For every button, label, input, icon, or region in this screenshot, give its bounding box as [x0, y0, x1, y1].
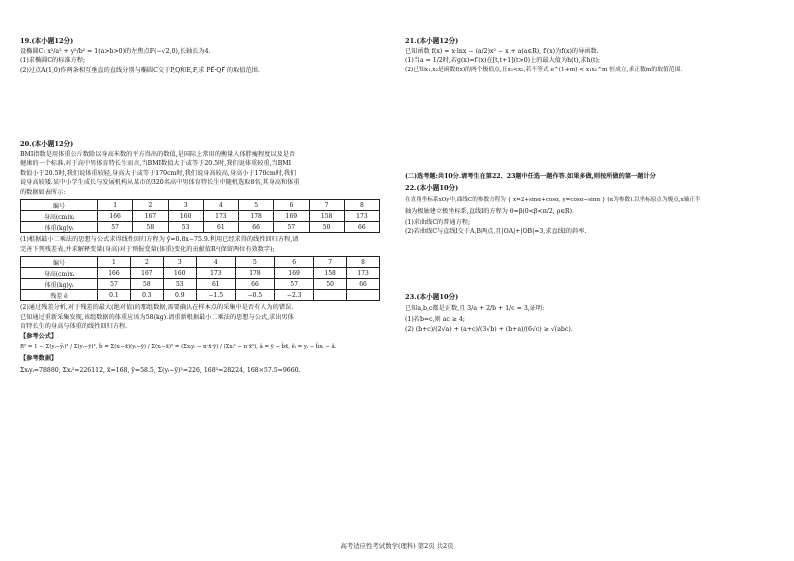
table-cell: 6 — [274, 200, 309, 211]
question-20-title: 20.(本小题12分) — [20, 140, 74, 148]
page-footer: 高考适应性考试数学(理科) 第2页 共2页 — [340, 542, 454, 550]
table-cell: 编号 — [21, 200, 98, 211]
table-cell: 167 — [130, 268, 163, 279]
table-cell: 160 — [163, 268, 196, 279]
question-22 — [405, 184, 775, 237]
table-cell: 57 — [274, 222, 309, 233]
question-20-line: 的数据如表所示: — [20, 188, 66, 196]
table-cell: 残差 ê — [21, 290, 98, 301]
question-23-line: 已知a,b,c都是正数,且 3/a + 2/b + 1/c = 3,证明: — [405, 304, 545, 312]
table-cell: 66 — [347, 279, 380, 290]
table-cell: 160 — [168, 211, 203, 222]
table-cell: 178 — [239, 211, 274, 222]
table-cell: 0.3 — [130, 290, 163, 301]
table-cell: 166 — [98, 268, 131, 279]
question-22-line: 轴为极轴建立极坐标系,直线l的方程为 θ=β(0<β<π/2, ρ∈R). — [405, 207, 574, 215]
table-cell: 57 — [98, 279, 131, 290]
table-cell: 173 — [196, 268, 235, 279]
table-row — [21, 279, 380, 290]
table-cell: 4 — [203, 200, 238, 211]
table-cell: 57 — [275, 279, 314, 290]
data-table-1 — [20, 199, 380, 233]
question-21 — [405, 37, 775, 75]
table-cell: 53 — [163, 279, 196, 290]
question-21-line: 已知函数 f(x) = x·lnx − (a/2)x² − x + a(a∈R), f′(x)为f(x)的导函数. — [405, 47, 599, 55]
reference-data-title: 【参考数据】 — [20, 355, 58, 362]
reference-formula: R² = 1 − Σ(yᵢ−ŷᵢ)² / Σ(yᵢ−ȳ)², b̂ = Σ(xᵢ−x̄)(yᵢ−ȳ) / Σ(xᵢ−x̄)² = (Σxᵢyᵢ − n·x̄·ȳ) / (Σxᵢ² − n·x̄²), â = ȳ − b̂x̄, êᵢ = yᵢ − b̂xᵢ − â. — [20, 344, 337, 350]
table-cell: 50 — [309, 222, 344, 233]
table-row — [21, 222, 380, 233]
table-row — [21, 268, 380, 279]
table-row — [21, 290, 380, 301]
table-cell: 7 — [309, 200, 344, 211]
elective-section — [405, 172, 775, 182]
question-20-line: BMI指数是用体重公斤数除以身高米数的平方得出的数值,是国际上常用的衡量人体胖瘦程度以及是否 — [20, 150, 296, 158]
table-cell: 1 — [98, 257, 131, 268]
question-22-line: 在直角坐标系xOy中,曲线C的参数方程为 { x=2+sinα+cosα, y=cosα−sinα } (α为参数).以坐标原点为极点,x轴正半 — [405, 196, 701, 203]
question-20-line: 说身高较矮.某中小学生成长与发展机构从某市的320名高中男体育特长生中随机选取8名,其身高和体重 — [20, 179, 300, 186]
table-cell: 8 — [347, 257, 380, 268]
table-cell: 3 — [163, 257, 196, 268]
table-cell: 66 — [235, 279, 274, 290]
question-20-line: 健康的一个标准.对于高中男体育特长生而言,当BMI数值大于或等于20.5时,我们说体重较重,当BMI — [20, 160, 292, 167]
table-cell: 0.9 — [163, 290, 196, 301]
question-23-line: (1)若b=c,则 ac ≥ 4; — [405, 315, 465, 323]
question-19-line: 设椭圆C: x²/a² + y²/b² = 1(a>b>0)的左焦点F(−√2,0),长轴长为4. — [20, 47, 211, 55]
table-cell: −2.3 — [275, 290, 314, 301]
table-row — [21, 200, 380, 211]
table-row — [21, 211, 380, 222]
question-23 — [405, 293, 775, 336]
table-cell: 58 — [130, 279, 163, 290]
table-cell: 5 — [239, 200, 274, 211]
question-19-title: 19.(本小题12分) — [20, 37, 74, 45]
question-20-part1: 完善下列残差表,并求解释变量(身高)对于预报变量(体重)变化的贡献值R²(保留两位有效数字); — [20, 245, 275, 253]
table-cell: 173 — [203, 211, 238, 222]
elective-section-title: (二)选考题:共10分.请考生在第22、23题中任选一题作答.如果多做,则按所做的第一题计分 — [405, 173, 656, 180]
question-21-line: (1)当a = 1/2时,若g(x)=f′(x)在[t,t+1](t>0)上的最大值为h(t),求h(t); — [405, 57, 601, 64]
question-19-line: (2)过点A(1,0)作两条相互垂直的直线分别与椭圆C交于P,Q和E,F,求 PE⃗·QF⃗ 的取值范围. — [20, 66, 260, 74]
question-23-title: 23.(本小题10分) — [405, 293, 459, 301]
table-cell: 体重(kg)yᵢ — [21, 222, 98, 233]
table-cell: 2 — [133, 200, 168, 211]
table-cell: 6 — [275, 257, 314, 268]
table-cell: 178 — [235, 268, 274, 279]
table-cell: 158 — [309, 211, 344, 222]
question-22-title: 22.(本小题10分) — [405, 184, 459, 192]
table-cell: 169 — [274, 211, 309, 222]
table-cell: 体重(kg)yᵢ — [21, 279, 98, 290]
table-cell: 50 — [314, 279, 347, 290]
question-22-line: (2)若曲线C与直线l交于A,B两点,且|OA|+|OB|=3,求直线l的斜率. — [405, 228, 587, 235]
table-cell: 166 — [98, 211, 133, 222]
question-20 — [20, 140, 390, 377]
table-cell: 158 — [314, 268, 347, 279]
question-19-line: (1)求椭圆C的标准方程; — [20, 57, 86, 64]
question-23-line: (2) (b+c)/(2√a) + (a+c)/(3√b) + (b+a)/(6√c) ≥ √(abc). — [405, 326, 573, 333]
table-cell: 57 — [98, 222, 133, 233]
question-20-part2: 已知通过重新采集发现,该组数据的体重应该为58(kg).请重新根据最小二乘法的思想与公式,求出男体 — [20, 313, 294, 321]
question-20-part1: (1)根据最小二乘法的思想与公式求得线性回归方程为 ŷ=0.8x−75.9.利用已经求得的线性回归方程,请 — [20, 236, 299, 243]
reference-formula-title: 【参考公式】 — [20, 332, 58, 340]
table-cell: 66 — [344, 222, 379, 233]
table-cell: 8 — [344, 200, 379, 211]
residual-table — [20, 256, 380, 301]
table-cell: 4 — [196, 257, 235, 268]
table-row — [21, 257, 380, 268]
table-cell: 3 — [168, 200, 203, 211]
question-20-line: 数值小于20.5时,我们说体重较轻,身高大于或等于170cm时,我们说身高较高,身高小于170cm时,我们 — [20, 169, 297, 177]
question-21-line: (2)已知x₁,x₂是函数f(x)的两个极值点,且x₁<x₂,若不等式 e^(1+m) < x₁x₂^m 恒成立,求正数m的取值范围. — [405, 66, 683, 73]
table-cell: 身高(cm)xᵢ — [21, 268, 98, 279]
table-cell — [314, 290, 347, 301]
table-cell: 61 — [196, 279, 235, 290]
table-cell: 身高(cm)xᵢ — [21, 211, 98, 222]
table-cell — [347, 290, 380, 301]
table-cell: 7 — [314, 257, 347, 268]
table-cell: 5 — [235, 257, 274, 268]
table-cell: 1 — [98, 200, 133, 211]
question-21-title: 21.(本小题12分) — [405, 37, 459, 45]
table-cell: 58 — [133, 222, 168, 233]
table-cell: 61 — [203, 222, 238, 233]
reference-data: Σxᵢyᵢ=78880, Σxᵢ²=226112, x̄=168, ȳ=58.5, Σ(yᵢ−ȳ)²=226, 168²=28224, 168×57.5=9660. — [20, 366, 301, 374]
table-cell: 173 — [347, 268, 380, 279]
table-cell: −0.5 — [235, 290, 274, 301]
table-cell: 0.1 — [98, 290, 131, 301]
question-20-part2: 育特长生的身高与体重的线性回归方程. — [20, 323, 128, 330]
question-20-part2: (2)通过残差分析,对于残差的最大(绝对值)的那组数据,需要确认在样本点的采集中是否有人为的错误. — [20, 304, 294, 311]
table-cell: 53 — [168, 222, 203, 233]
table-cell: 66 — [239, 222, 274, 233]
table-cell: 2 — [130, 257, 163, 268]
question-22-line: (1)求曲线C的普通方程; — [405, 218, 471, 226]
question-19 — [20, 37, 390, 75]
table-cell: 173 — [344, 211, 379, 222]
table-cell: −1.5 — [196, 290, 235, 301]
table-cell: 167 — [133, 211, 168, 222]
table-cell: 编号 — [21, 257, 98, 268]
table-cell: 169 — [275, 268, 314, 279]
